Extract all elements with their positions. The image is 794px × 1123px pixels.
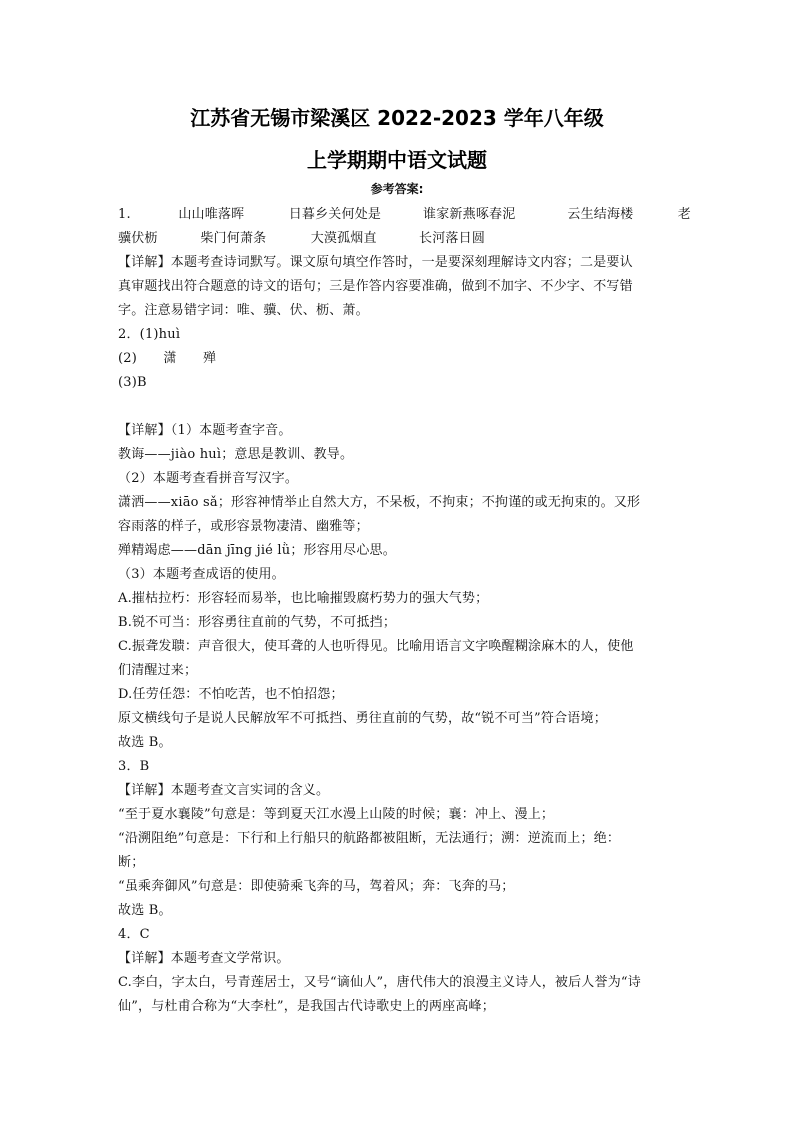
q2-explain-line: 殚精竭虑——dān jīng jié lǜ；形容用尽心思。 (118, 543, 396, 558)
document-title-line1: 江苏省无锡市梁溪区 2022-2023 学年八年级 (190, 106, 604, 130)
document-title-line2: 上学期期中语文试题 (307, 148, 487, 172)
q1-number: 1. (118, 207, 131, 222)
q2-answer-line: (2) 潇 殚 (118, 351, 217, 366)
q3-explain-line: “沿溯阻绝”句意是：下行和上行船只的航路都被阻断，无法通行；溯：逆流而上；绝： (118, 831, 621, 846)
q2-explain-line: （2）本题考查看拼音写汉字。 (118, 471, 299, 486)
q3-explain-line: “虽乘奔御风”句意是：即使骑乘飞奔的马，驾着风；奔：飞奔的马； (118, 879, 515, 894)
q1-answer-5: 老 (677, 207, 691, 222)
q1-answer-3: 谁家新燕啄春泥 (423, 207, 516, 222)
q2-explain-line: 们清醒过来； (118, 663, 198, 678)
q2-explain-line: D.任劳任怨：不怕吃苦，也不怕招怨； (118, 687, 344, 702)
q3-answer-line: 3．B (118, 759, 150, 774)
q4-explain-line: C.李白，字太白，号青莲居士，又号“谪仙人”，唐代伟大的浪漫主义诗人，被后人誉为“诗 (118, 975, 641, 990)
q2-explain-line: 潇洒——xiāo sǎ；形容神情举止自然大方，不呆板，不拘束；不拘谨的或无拘束的。又形 (118, 495, 641, 510)
q4-explain-line: 【详解】本题考查文学常识。 (118, 951, 290, 966)
q2-explain-line: 故选 B。 (118, 735, 172, 750)
q1-explain-line: 字。注意易错字词：唯、骥、伏、枥、萧。 (118, 303, 369, 318)
q1-answer-line2 (118, 230, 674, 248)
q1-answer-8: 大漠孤烟直 (310, 231, 377, 246)
q4-answer-line: 4．C (118, 927, 150, 942)
q2-explain-line: 教诲——jiào huì；意思是教训、教导。 (118, 447, 354, 462)
q3-explain-line: 【详解】本题考查文言实词的含义。 (118, 783, 330, 798)
q1-explain-line: 真审题找出符合题意的诗文的语句；三是作答内容要准确，做到不加字、不少字、不写错 (118, 279, 633, 294)
q2-explain-line: 【详解】（1）本题考查字音。 (118, 423, 292, 438)
q2-explain-line: （3）本题考查成语的使用。 (118, 567, 285, 582)
q2-explain-line: 容雨落的样子，或形容景物凄清、幽雅等； (118, 519, 369, 534)
q1-explain-line: 【详解】本题考查诗词默写。课文原句填空作答时，一是要深刻理解诗文内容；二是要认 (118, 255, 633, 270)
q2-explain-line: C.振聋发聩：声音很大，使耳聋的人也听得见。比喻用语言文字唤醒糊涂麻木的人，使他 (118, 639, 634, 654)
q1-answer-1: 山山唯落晖 (178, 207, 245, 222)
answers-heading: 参考答案: (370, 182, 424, 196)
q1-answer-6: 骥伏枥 (118, 231, 158, 246)
q2-explain-line: 原文横线句子是说人民解放军不可抵挡、勇往直前的气势，故“锐不可当”符合语境； (118, 711, 607, 726)
q1-answer-9: 长河落日圆 (419, 231, 486, 246)
q2-explain-line: A.摧枯拉朽：形容轻而易举，也比喻摧毁腐朽势力的强大气势； (118, 591, 489, 606)
q3-explain-line: “至于夏水襄陵”句意是：等到夏天江水漫上山陵的时候；襄：冲上、漫上； (118, 807, 555, 822)
q1-answer-line1 (118, 206, 691, 224)
q1-answer-4: 云生结海楼 (567, 207, 634, 222)
q2-answer-line: 2．(1)huì (118, 327, 181, 342)
q1-answer-7: 柴门何萧条 (200, 231, 267, 246)
q1-answer-2: 日暮乡关何处是 (288, 207, 382, 222)
q3-explain-line: 故选 B。 (118, 903, 172, 918)
q2-answer-line: (3)B (118, 375, 147, 390)
q3-explain-line: 断； (118, 855, 145, 870)
q2-explain-line: B.锐不可当：形容勇往直前的气势，不可抵挡； (118, 615, 397, 630)
q4-explain-line: 仙”，与杜甫合称为“大李杜”，是我国古代诗歌史上的两座高峰； (118, 999, 495, 1014)
